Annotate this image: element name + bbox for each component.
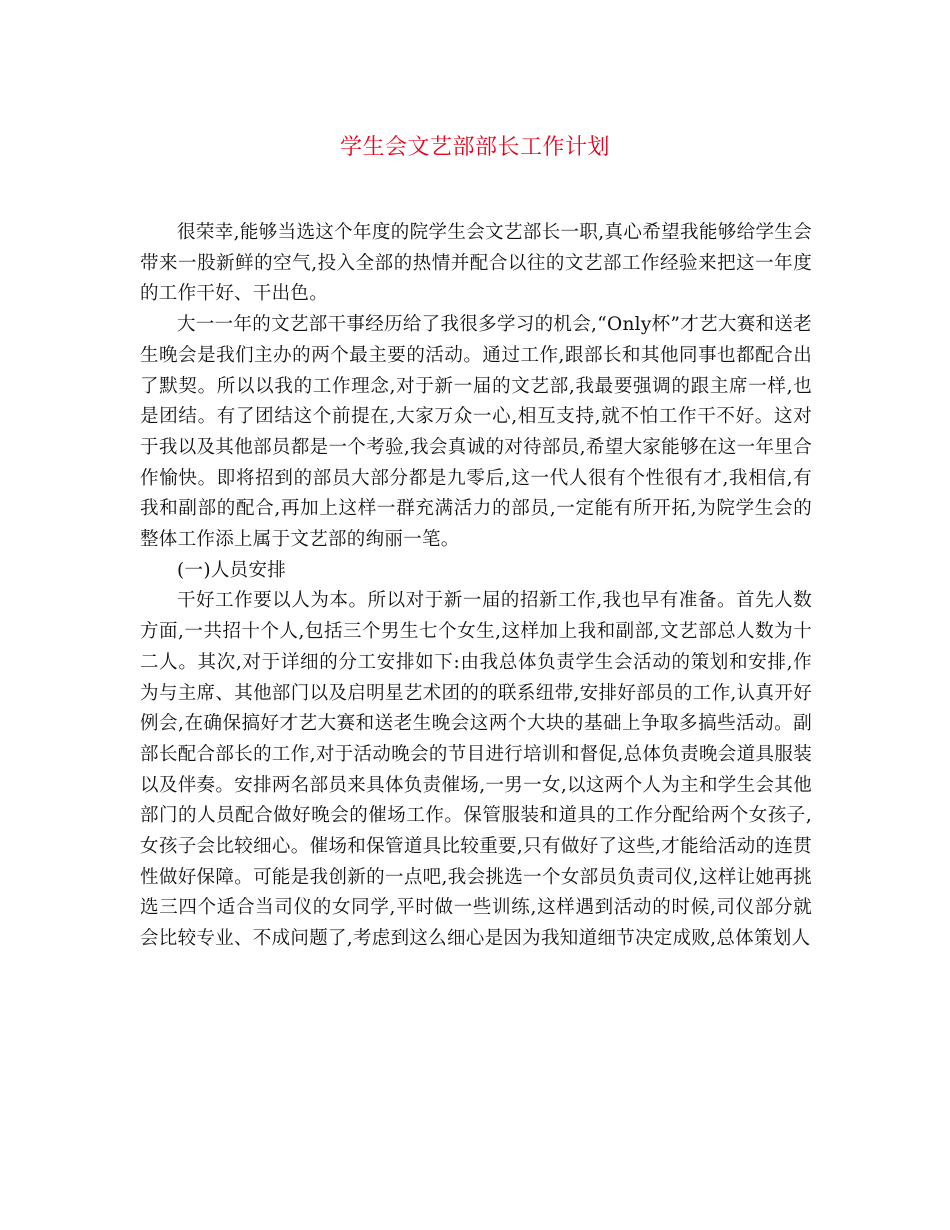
document-title: 学生会文艺部部长工作计划 (339, 135, 610, 160)
intro-paragraph: 很荣幸,能够当选这个年度的院学生会文艺部长一职,真心希望我能够给学生会带来一股新鲜的空气,投入全部的热情并配合以往的文艺部工作经验来把这一年度的工作干好、干出色。 (140, 222, 812, 305)
experience-paragraph: 大一一年的文艺部干事经历给了我很多学习的机会,“Only杯”才艺大赛和送老生晚会是我们主办的两个最主要的活动。通过工作,跟部长和其他同事也都配合出了默契。所以以我的工作理念,对于新一届的文艺部,我最要强调的跟主席一样,也是团结。有了团结这个前提在,大家万众一心,相互支持,就不怕工作干不好。这对于我以及其他部员都是一个考验,我会真诚的对待部员,希望大家能够在这一年里合作愉快。即将招到的部员大部分都是九零后,这一代人很有个性很有才,我相信,有我和副部的配合,再加上这样一群充满活力的部员,一定能有所开拓,为院学生会的整体工作添上属于文艺部的绚丽一笔。 (140, 314, 812, 551)
document-body (140, 218, 812, 955)
staffing-paragraph: 干好工作要以人为本。所以对于新一届的招新工作,我也早有准备。首先人数方面,一共招十个人,包括三个男生七个女生,这样加上我和副部,文艺部总人数为十二人。其次,对于详细的分工安排如下:由我总体负责学生会活动的策划和安排,作为与主席、其他部门以及启明星艺术团的的联系纽带,安排好部员的工作,认真开好例会,在确保搞好才艺大赛和送老生晚会这两个大块的基础上争取多搞些活动。副部长配合部长的工作,对于活动晚会的节目进行培训和督促,总体负责晚会道具服装以及伴奏。安排两名部员来具体负责催场,一男一女,以这两个人为主和学生会其他部门的人员配合做好晚会的催场工作。保管服装和道具的工作分配给两个女孩子,女孩子会比较细心。催场和保管道具比较重要,只有做好了这些,才能给活动的连贯性做好保障。可能是我创新的一点吧,我会挑选一个女部员负责司仪,这样让她再挑选三四个适合当司仪的女同学,平时做一些训练,这样遇到活动的时候,司仪部分就会比较专业、不成问题了,考虑到这么细心是因为我知道细节决定成败,总体策划人 (140, 590, 812, 950)
section-heading-staffing: (一)人员安排 (177, 559, 287, 581)
